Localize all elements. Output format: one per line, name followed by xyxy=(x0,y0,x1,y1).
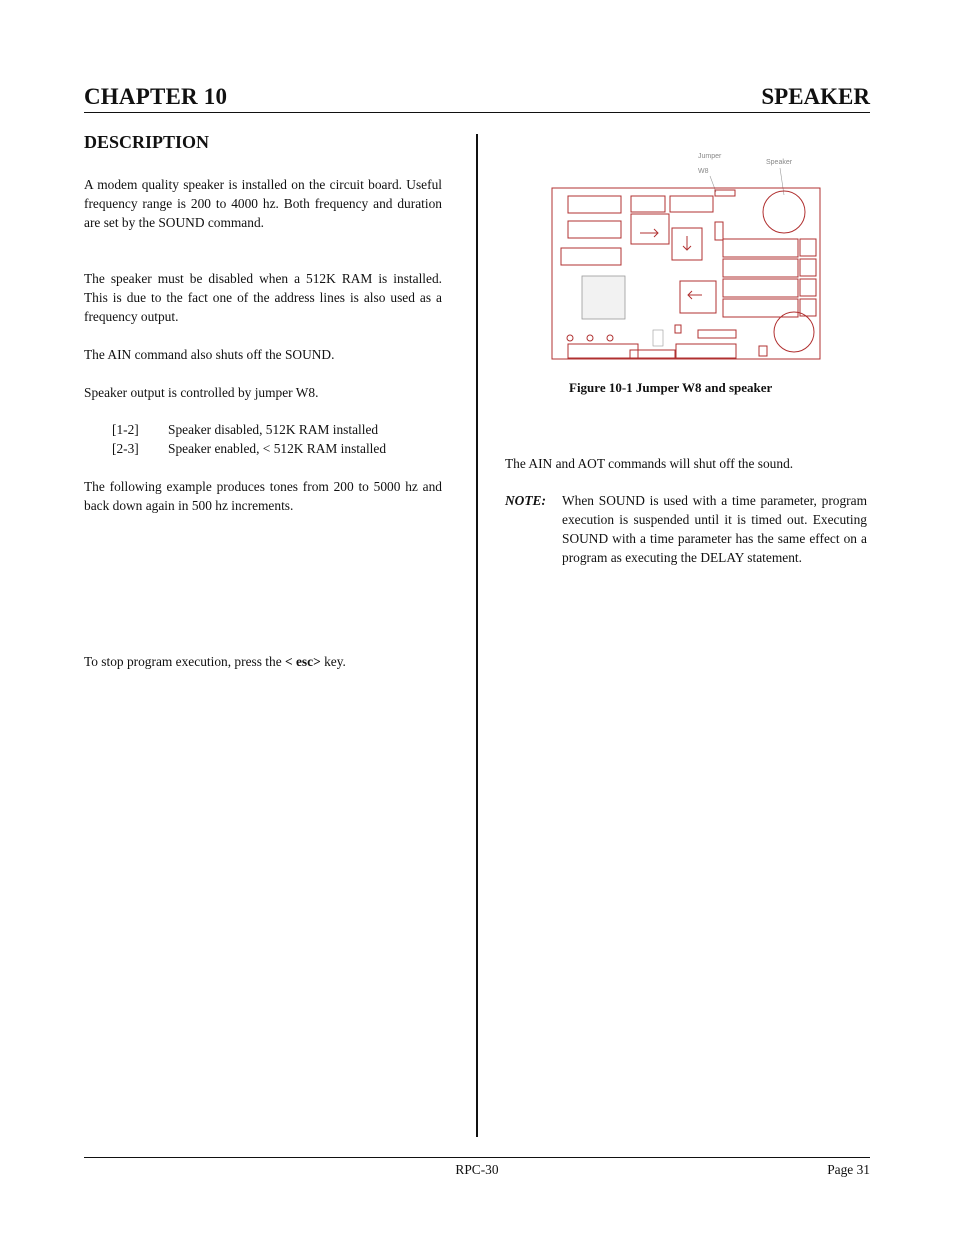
ain-paragraph: The AIN command also shuts off the SOUND. xyxy=(84,347,335,362)
jumper-row xyxy=(112,420,378,439)
note-text: When SOUND is used with a time parameter, program execution is suspended until it is timed out. Executing SOUND with a time parameter has the same effect on a program as executing the DELAY statement. xyxy=(562,493,867,565)
circuit-board-figure xyxy=(540,140,840,370)
page-number: Page 31 xyxy=(827,1162,870,1177)
jumper-code: [2-3] xyxy=(112,441,139,456)
jumper-description: Speaker enabled, < 512K RAM installed xyxy=(168,441,387,456)
footer-rule xyxy=(84,1157,870,1158)
description-paragraph: A modem quality speaker is installed on the circuit board. Useful frequency range is 200 to 4000 hz. Both frequency and duration are set by the SOUND command. xyxy=(84,177,442,230)
jumper-code: [1-2] xyxy=(112,422,139,437)
example-paragraph: The following example produces tones from 200 to 5000 hz and back down again in 500 hz increments. xyxy=(84,479,442,513)
note-label: NOTE: xyxy=(505,493,546,508)
figure-caption: Figure 10-1 Jumper W8 and speaker xyxy=(569,380,773,395)
esc-key: < esc> xyxy=(285,654,321,669)
stop-suffix: key. xyxy=(320,654,346,669)
figure-label-jumper: Jumper xyxy=(698,153,722,160)
speaker-icon xyxy=(763,191,805,233)
figure-label-w8: W8 xyxy=(698,168,709,175)
ram-paragraph: The speaker must be disabled when a 512K RAM is installed. This is due to the fact one of the address lines is also used as a frequency output. xyxy=(84,271,442,324)
footer-doc-name: RPC-30 xyxy=(455,1162,499,1177)
stop-prefix: To stop program execution, press the xyxy=(84,654,285,669)
header-rule xyxy=(84,112,870,113)
board-outline xyxy=(552,188,820,359)
jumper-w8 xyxy=(715,190,735,196)
note-block xyxy=(505,491,867,567)
jumper-description: Speaker disabled, 512K RAM installed xyxy=(168,422,379,437)
column-divider xyxy=(476,134,478,1137)
aot-paragraph: The AIN and AOT commands will shut off the sound. xyxy=(505,456,794,471)
chapter-title: SPEAKER xyxy=(761,84,870,109)
figure-label-speaker: Speaker xyxy=(766,159,793,166)
section-title: DESCRIPTION xyxy=(84,132,210,152)
chapter-number: CHAPTER 10 xyxy=(84,84,228,109)
stop-paragraph xyxy=(84,652,442,671)
jumper-row xyxy=(112,439,386,458)
jumper-paragraph: Speaker output is controlled by jumper W8. xyxy=(84,385,319,400)
